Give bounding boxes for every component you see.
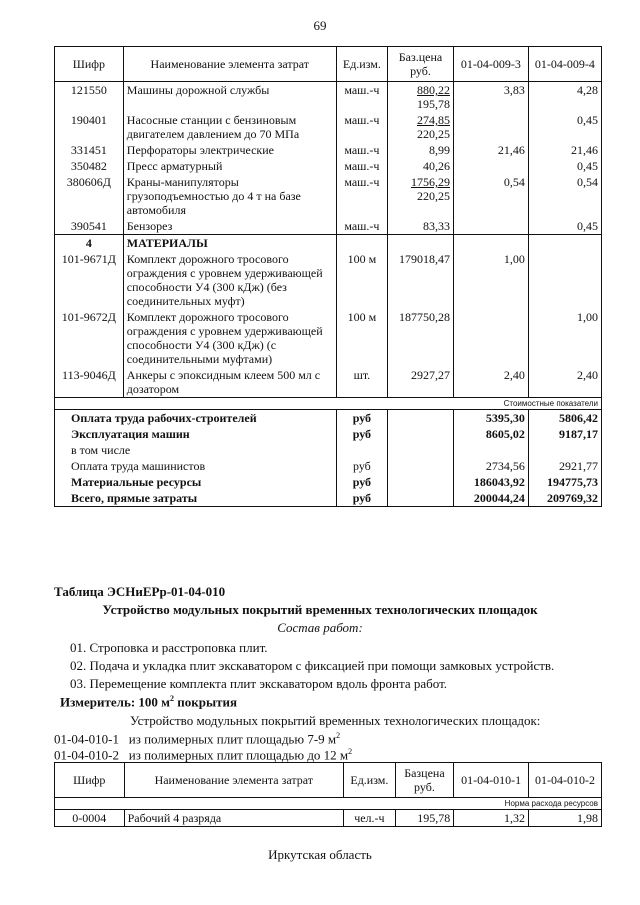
cell-code: 380606Д bbox=[55, 174, 124, 218]
col-header-norm-1: 01-04-009-3 bbox=[453, 47, 528, 82]
summary-unit: руб bbox=[336, 458, 387, 474]
cell-norm-1 bbox=[453, 309, 528, 367]
cell-name: Перфораторы электрические bbox=[123, 142, 336, 158]
composition-title: Состав работ: bbox=[277, 620, 363, 635]
col-header-norm-2: 01-04-010-2 bbox=[529, 763, 602, 798]
cell-code: 113-9046Д bbox=[55, 367, 124, 398]
cell-norm-2: 1,00 bbox=[528, 309, 601, 367]
cell-unit: маш.-ч bbox=[336, 142, 387, 158]
cell-unit: чел.-ч bbox=[344, 810, 396, 827]
table-row bbox=[55, 82, 602, 113]
summary-value-1: 2734,56 bbox=[453, 458, 528, 474]
cell-price: 2927,27 bbox=[388, 367, 454, 398]
cell-name: Машины дорожной службы bbox=[123, 82, 336, 113]
cell-code: 190401 bbox=[55, 112, 124, 142]
cell-unit: маш.-ч bbox=[336, 174, 387, 218]
cell-norm-2: 2,40 bbox=[528, 367, 601, 398]
col-header-name: Наименование элемента затрат bbox=[124, 763, 343, 798]
section-title: МАТЕРИАЛЫ bbox=[123, 235, 336, 252]
price-value: 40,26 bbox=[422, 159, 450, 173]
cell-price bbox=[388, 174, 454, 218]
summary-label: Всего, прямые затраты bbox=[55, 490, 337, 507]
cell-unit: 100 м bbox=[336, 251, 387, 309]
cell-norm-2: 0,54 bbox=[528, 174, 601, 218]
cell-norm-1 bbox=[453, 158, 528, 174]
cell-price bbox=[388, 218, 454, 235]
section-heading: Устройство модульных покрытий временных технологических площадок bbox=[102, 602, 538, 617]
cell-price bbox=[388, 82, 454, 113]
col-header-price: Баз.цена руб. bbox=[388, 47, 454, 82]
col-header-unit: Ед.изм. bbox=[336, 47, 387, 82]
summary-value-2: 209769,32 bbox=[528, 490, 601, 507]
summary-label: в том числе bbox=[55, 442, 337, 458]
resource-table bbox=[54, 46, 602, 507]
cell-name: Комплект дорожного тросового ограждения с уровнем удерживающей способности У4 (300 кДж) (без соединительных муфт) bbox=[123, 251, 336, 309]
cell-code: 0-0004 bbox=[55, 810, 125, 827]
norm-header: Норма расхода ресурсов bbox=[55, 798, 602, 810]
col-header-norm-1: 01-04-010-1 bbox=[454, 763, 529, 798]
summary-label: Эксплуатация машин bbox=[55, 426, 337, 442]
cell-norm-1: 2,40 bbox=[453, 367, 528, 398]
table-title: Таблица ЭСНиЕРр-01-04-010 bbox=[54, 584, 226, 599]
col-header-code: Шифр bbox=[55, 47, 124, 82]
norm-table bbox=[54, 762, 602, 827]
col-header-norm-2: 01-04-009-4 bbox=[528, 47, 601, 82]
section-code: 4 bbox=[55, 235, 124, 252]
item-line: 01-04-010-2 из полимерных плит площадью до 12 $м^2$ bbox=[54, 747, 353, 763]
summary-row bbox=[55, 474, 602, 490]
cell-norm-1 bbox=[453, 218, 528, 235]
summary-unit: руб bbox=[336, 490, 387, 507]
cell-name: Комплект дорожного тросового ограждения с уровнем удерживающей способности У4 (300 кДж) (с соединительными муфтами) bbox=[123, 309, 336, 367]
cell-norm-1: 21,46 bbox=[453, 142, 528, 158]
norm-header-row bbox=[55, 798, 602, 810]
cell-norm-2 bbox=[528, 251, 601, 309]
price-secondary: 195,78 bbox=[416, 97, 450, 111]
cell-norm-2: 4,28 bbox=[528, 82, 601, 113]
cell-unit: маш.-ч bbox=[336, 82, 387, 113]
page-number: 69 bbox=[313, 18, 327, 33]
col-header-unit: Ед.изм. bbox=[344, 763, 396, 798]
cell-unit: шт. bbox=[336, 367, 387, 398]
cell-code: 121550 bbox=[55, 82, 124, 113]
price-value: 1756,29 bbox=[410, 175, 450, 189]
cell-unit: маш.-ч bbox=[336, 218, 387, 235]
items-intro: Устройство модульных покрытий временных технологических площадок: bbox=[130, 713, 541, 728]
summary-row bbox=[55, 426, 602, 442]
price-value: 880,22 bbox=[416, 83, 450, 97]
table-row bbox=[55, 142, 602, 158]
work-step: 02. Подача и укладка плит экскаватором с фиксацией при помощи замковых устройств. bbox=[70, 658, 555, 673]
work-step: 01. Строповка и расстроповка плит. bbox=[70, 640, 268, 655]
cell-norm-1: 1,32 bbox=[454, 810, 529, 827]
summary-value-1: 200044,24 bbox=[453, 490, 528, 507]
cell-price: 195,78 bbox=[395, 810, 453, 827]
summary-value-2: 2921,77 bbox=[528, 458, 601, 474]
cell-code: 331451 bbox=[55, 142, 124, 158]
summary-row bbox=[55, 458, 602, 474]
summary-value-1: 186043,92 bbox=[453, 474, 528, 490]
cell-price: 187750,28 bbox=[388, 309, 454, 367]
cell-code: 390541 bbox=[55, 218, 124, 235]
cell-norm-2: 0,45 bbox=[528, 112, 601, 142]
cell-unit: маш.-ч bbox=[336, 112, 387, 142]
summary-value-2: 9187,17 bbox=[528, 426, 601, 442]
summary-value-2: 194775,73 bbox=[528, 474, 601, 490]
table-row bbox=[55, 218, 602, 235]
summary-unit bbox=[336, 442, 387, 458]
table-row bbox=[55, 158, 602, 174]
cell-code: 101-9671Д bbox=[55, 251, 124, 309]
summary-value-2: 5806,42 bbox=[528, 410, 601, 427]
summary-unit: руб bbox=[336, 410, 387, 427]
cell-price bbox=[388, 112, 454, 142]
summary-label: Оплата труда рабочих-строителей bbox=[55, 410, 337, 427]
cell-price bbox=[388, 158, 454, 174]
cell-name: Краны-манипуляторы грузоподъемностью до 4 т на базе автомобиля bbox=[123, 174, 336, 218]
cell-norm-1: 3,83 bbox=[453, 82, 528, 113]
summary-row bbox=[55, 410, 602, 427]
summary-label: Материальные ресурсы bbox=[55, 474, 337, 490]
col-header-code: Шифр bbox=[55, 763, 125, 798]
cell-price: 179018,47 bbox=[388, 251, 454, 309]
summary-unit: руб bbox=[336, 426, 387, 442]
work-step: 03. Перемещение комплекта плит экскаватором вдоль фронта работ. bbox=[70, 676, 448, 691]
cell-name: Рабочий 4 разряда bbox=[124, 810, 343, 827]
cell-norm-1: 1,00 bbox=[453, 251, 528, 309]
table-row bbox=[55, 112, 602, 142]
summary-value-1: 5395,30 bbox=[453, 410, 528, 427]
cell-name: Бензорез bbox=[123, 218, 336, 235]
item-line: 01-04-010-1 из полимерных плит площадью 7-9 $м^2$ bbox=[54, 731, 341, 747]
price-value: 83,33 bbox=[422, 219, 450, 233]
table-row bbox=[55, 309, 602, 367]
cost-header-row bbox=[55, 398, 602, 410]
cell-norm-2: 0,45 bbox=[528, 158, 601, 174]
summary-value-1: 8605,02 bbox=[453, 426, 528, 442]
summary-value-2 bbox=[528, 442, 601, 458]
meter-label: Измеритель: 100 $м^2$ покрытия bbox=[60, 694, 238, 710]
col-header-name: Наименование элемента затрат bbox=[123, 47, 336, 82]
cost-header: Стоимостные показатели bbox=[55, 398, 602, 410]
price-secondary: 220,25 bbox=[416, 189, 450, 203]
table-row bbox=[55, 810, 602, 827]
cell-code: 101-9672Д bbox=[55, 309, 124, 367]
cell-code: 350482 bbox=[55, 158, 124, 174]
table-row bbox=[55, 367, 602, 398]
cell-norm-1 bbox=[453, 112, 528, 142]
cell-name: Насосные станции с бензиновым двигателем давлением до 70 МПа bbox=[123, 112, 336, 142]
cell-norm-1: 0,54 bbox=[453, 174, 528, 218]
table-row bbox=[55, 251, 602, 309]
cell-name: Пресс арматурный bbox=[123, 158, 336, 174]
summary-value-1 bbox=[453, 442, 528, 458]
cell-norm-2: 21,46 bbox=[528, 142, 601, 158]
price-value: 8,99 bbox=[428, 143, 450, 157]
cell-name: Анкеры с эпоксидным клеем 500 мл с дозатором bbox=[123, 367, 336, 398]
cell-norm-2: 1,98 bbox=[529, 810, 602, 827]
cell-price bbox=[388, 142, 454, 158]
price-secondary: 220,25 bbox=[416, 127, 450, 141]
table-header-row bbox=[55, 763, 602, 798]
cell-unit: маш.-ч bbox=[336, 158, 387, 174]
price-value: 274,85 bbox=[416, 113, 450, 127]
summary-unit: руб bbox=[336, 474, 387, 490]
cell-unit: 100 м bbox=[336, 309, 387, 367]
col-header-price: Базцена руб. bbox=[395, 763, 453, 798]
summary-row bbox=[55, 442, 602, 458]
table-header-row bbox=[55, 47, 602, 82]
table-row bbox=[55, 174, 602, 218]
cell-norm-2: 0,45 bbox=[528, 218, 601, 235]
section-row bbox=[55, 235, 602, 252]
footer-region: Иркутская область bbox=[268, 847, 372, 862]
summary-row bbox=[55, 490, 602, 507]
summary-label: Оплата труда машинистов bbox=[55, 458, 337, 474]
